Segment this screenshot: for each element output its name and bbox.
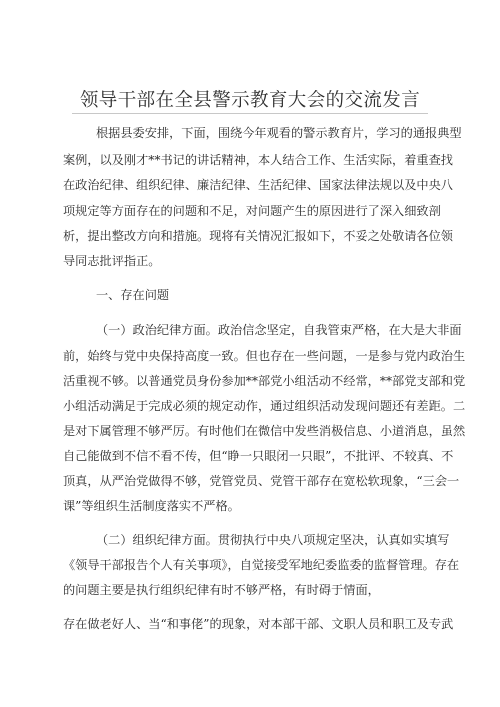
- section-heading: 一、存在问题: [96, 288, 170, 302]
- intro-line: 案例，以及刚才**书记的讲话精神，本人结合工作、生活实际，着重查找: [63, 153, 453, 167]
- organization-line: 《领导干部报告个人有关事项》，自觉接受军地纪委监委的监督管理。存在: [63, 558, 460, 572]
- political-line: 活重视不够。以普通党员身份参加**部党小组活动不经常，**部党支部和党: [63, 374, 466, 388]
- political-line: 顶真，从严治党做得不够，党管党员、党管干部存在宽松软现象，“三会一: [63, 474, 460, 488]
- intro-line: 导同志批评指正。: [63, 254, 161, 268]
- organization-line: 存在做老好人、当“和事佬”的现象，对本部干部、文职人员和职工及专武: [63, 617, 454, 631]
- intro-line: 在政治纪律、组织纪律、廉洁纪律、生活纪律、国家法律法规以及中央八: [63, 178, 453, 192]
- political-line: （一）政治纪律方面。政治信念坚定，自我管束严格，在大是大非面: [96, 323, 462, 337]
- political-line: 自己能做到不信不看不传，但“睁一只眼闭一只眼”，不批评、不较真、不: [63, 449, 454, 463]
- political-line: 前，始终与党中央保持高度一致。但也存在一些问题，一是参与党内政治生: [63, 349, 466, 363]
- document-title: 领导干部在全县警示教育大会的交流发言: [79, 90, 421, 111]
- title-divider: [72, 113, 428, 114]
- organization-line: 的问题主要是执行组织纪律有时不够严格，有时碍于情面，: [63, 583, 380, 597]
- intro-line: 析，提出整改方向和措施。现将有关情况汇报如下，不妥之处敬请各位领: [63, 229, 453, 243]
- political-line: 课”等组织生活制度落实不严格。: [63, 499, 240, 513]
- organization-line: （二）组织纪律方面。贯彻执行中央八项规定坚决，认真如实填写: [96, 533, 450, 547]
- political-line: 小组活动满足于完成必须的规定动作，通过组织活动发现问题还有差距。二: [63, 399, 466, 413]
- intro-line: 项规定等方面存在的问题和不足，对问题产生的原因进行了深入细致剖: [63, 204, 441, 218]
- political-line: 是对下属管理不够严厉。有时他们在微信中发些消极信息、小道消息，虽然: [63, 424, 466, 438]
- intro-line: 根据县委安排，下面，围绕今年观看的警示教育片，学习的通报典型: [96, 126, 462, 140]
